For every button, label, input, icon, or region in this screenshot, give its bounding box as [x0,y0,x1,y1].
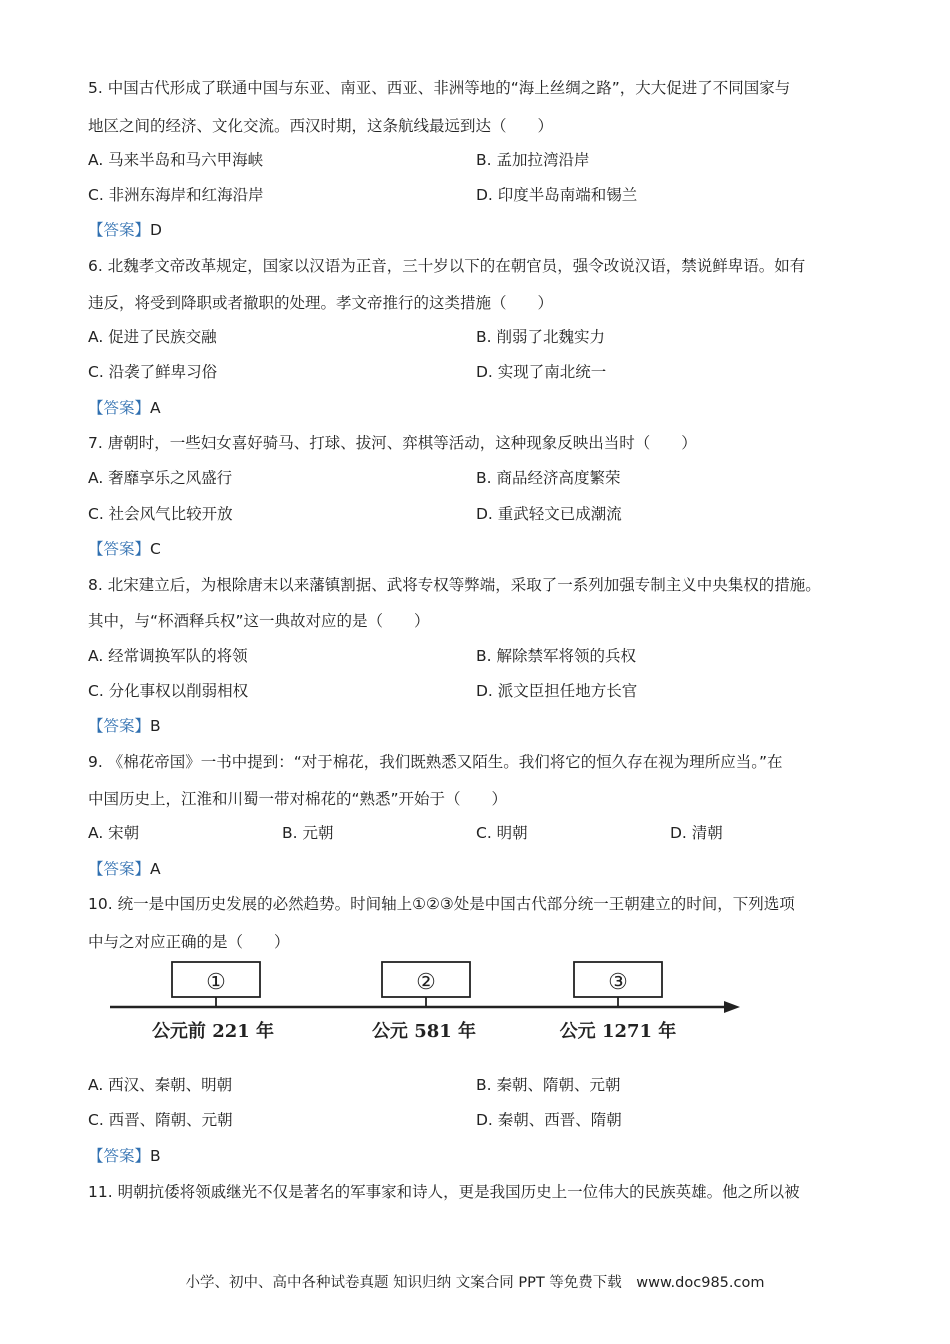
q10-option-c: C. 西晋、隋朝、元朝 [88,1111,233,1129]
timeline-box-1: ① [206,970,226,995]
timeline-marker-2 [382,962,470,1007]
q5-stem-line-1: 5. 中国古代形成了联通中国与东亚、南亚、西亚、非洲等地的“海上丝绸之路”，大大促进了不同国家与 [88,79,791,97]
timeline-label-3: 公元 1271 年 [559,1021,677,1042]
q8-option-c: C. 分化事权以削弱相权 [88,682,249,700]
q7-option-b: B. 商品经济高度繁荣 [476,469,621,487]
q7-option-a: A. 奢靡享乐之风盛行 [88,469,233,487]
q9-option-c: C. 明朝 [476,824,528,842]
q7-answer [88,537,161,559]
q5-option-a: A. 马来半岛和马六甲海峡 [88,151,264,169]
answer-value: A [150,399,161,417]
answer-tag: 【答案】 [88,717,151,735]
answer-value: C [150,540,161,558]
answer-value: A [150,860,161,878]
q6-answer [88,396,161,418]
answer-tag: 【答案】 [88,399,151,417]
q7-option-c: C. 社会风气比较开放 [88,505,233,523]
q8-stem-line-2: 其中，与“杯酒释兵权”这一典故对应的是（ ） [88,612,430,630]
answer-tag: 【答案】 [88,1147,151,1165]
page-footer: 小学、初中、高中各种试卷真题 知识归纳 文案合同 PPT 等免费下载 www.doc985.com [185,1275,765,1291]
q8-option-d: D. 派文臣担任地方长官 [476,682,638,700]
timeline-label-2: 公元 581 年 [371,1021,477,1042]
q10-stem-line-2: 中与之对应正确的是（ ） [88,933,290,951]
timeline-marker-1 [172,962,260,1007]
q10-option-a: A. 西汉、秦朝、明朝 [88,1076,233,1094]
q5-stem-line-2: 地区之间的经济、文化交流。西汉时期，这条航线最远到达（ ） [88,117,554,135]
q6-option-c: C. 沿袭了鲜卑习俗 [88,363,218,381]
answer-value: D [150,221,162,239]
q10-answer [88,1144,161,1166]
q9-answer [88,857,161,879]
q7-stem-line-1: 7. 唐朝时，一些妇女喜好骑马、打球、拔河、弈棋等活动，这种现象反映出当时（ ） [88,434,697,452]
q6-stem-line-2: 违反，将受到降职或者撤职的处理。孝文帝推行的这类措施（ ） [88,294,554,312]
answer-tag: 【答案】 [88,860,151,878]
q9-option-b: B. 元朝 [282,824,334,842]
q8-option-b: B. 解除禁军将领的兵权 [476,647,636,665]
q6-option-a: A. 促进了民族交融 [88,328,217,346]
timeline-arrowhead [724,1001,740,1013]
q9-option-a: A. 宋朝 [88,824,140,842]
q7-option-d: D. 重武轻文已成潮流 [476,505,622,523]
answer-tag: 【答案】 [88,221,151,239]
timeline-box-3: ③ [608,970,628,995]
q11-stem-line-1: 11. 明朝抗倭将领戚继光不仅是著名的军事家和诗人，更是我国历史上一位伟大的民族英雄。他之所以被 [88,1183,800,1201]
q5-answer [88,218,162,240]
q5-option-b: B. 孟加拉湾沿岸 [476,151,590,169]
q6-option-d: D. 实现了南北统一 [476,363,607,381]
q8-answer [88,714,161,736]
q5-option-c: C. 非洲东海岸和红海沿岸 [88,186,264,204]
q6-stem-line-1: 6. 北魏孝文帝改革规定，国家以汉语为正音，三十岁以下的在朝官员，强令改说汉语，禁说鲜卑语。如有 [88,257,806,275]
q6-option-b: B. 削弱了北魏实力 [476,328,605,346]
q8-option-a: A. 经常调换军队的将领 [88,647,248,665]
q10-option-d: D. 秦朝、西晋、隋朝 [476,1111,622,1129]
q9-stem-line-2: 中国历史上，江淮和川蜀一带对棉花的“熟悉”开始于（ ） [88,790,508,808]
q5-option-d: D. 印度半岛南端和锡兰 [476,186,638,204]
q9-stem-line-1: 9. 《棉花帝国》一书中提到：“对于棉花，我们既熟悉又陌生。我们将它的恒久存在视为理所应当。”在 [88,753,783,771]
answer-value: B [150,1147,161,1165]
q10-stem-line-1: 10. 统一是中国历史发展的必然趋势。时间轴上①②③处是中国古代部分统一王朝建立的时间，下列选项 [88,895,795,913]
timeline-figure [100,955,760,1050]
timeline-box-2: ② [416,970,436,995]
timeline-marker-3 [574,962,662,1007]
answer-value: B [150,717,161,735]
answer-tag: 【答案】 [88,540,151,558]
q8-stem-line-1: 8. 北宋建立后，为根除唐末以来藩镇割据、武将专权等弊端，采取了一系列加强专制主义中央集权的措施。 [88,576,821,594]
q10-option-b: B. 秦朝、隋朝、元朝 [476,1076,621,1094]
timeline-label-1: 公元前 221 年 [151,1021,275,1042]
q9-option-d: D. 清朝 [670,824,723,842]
